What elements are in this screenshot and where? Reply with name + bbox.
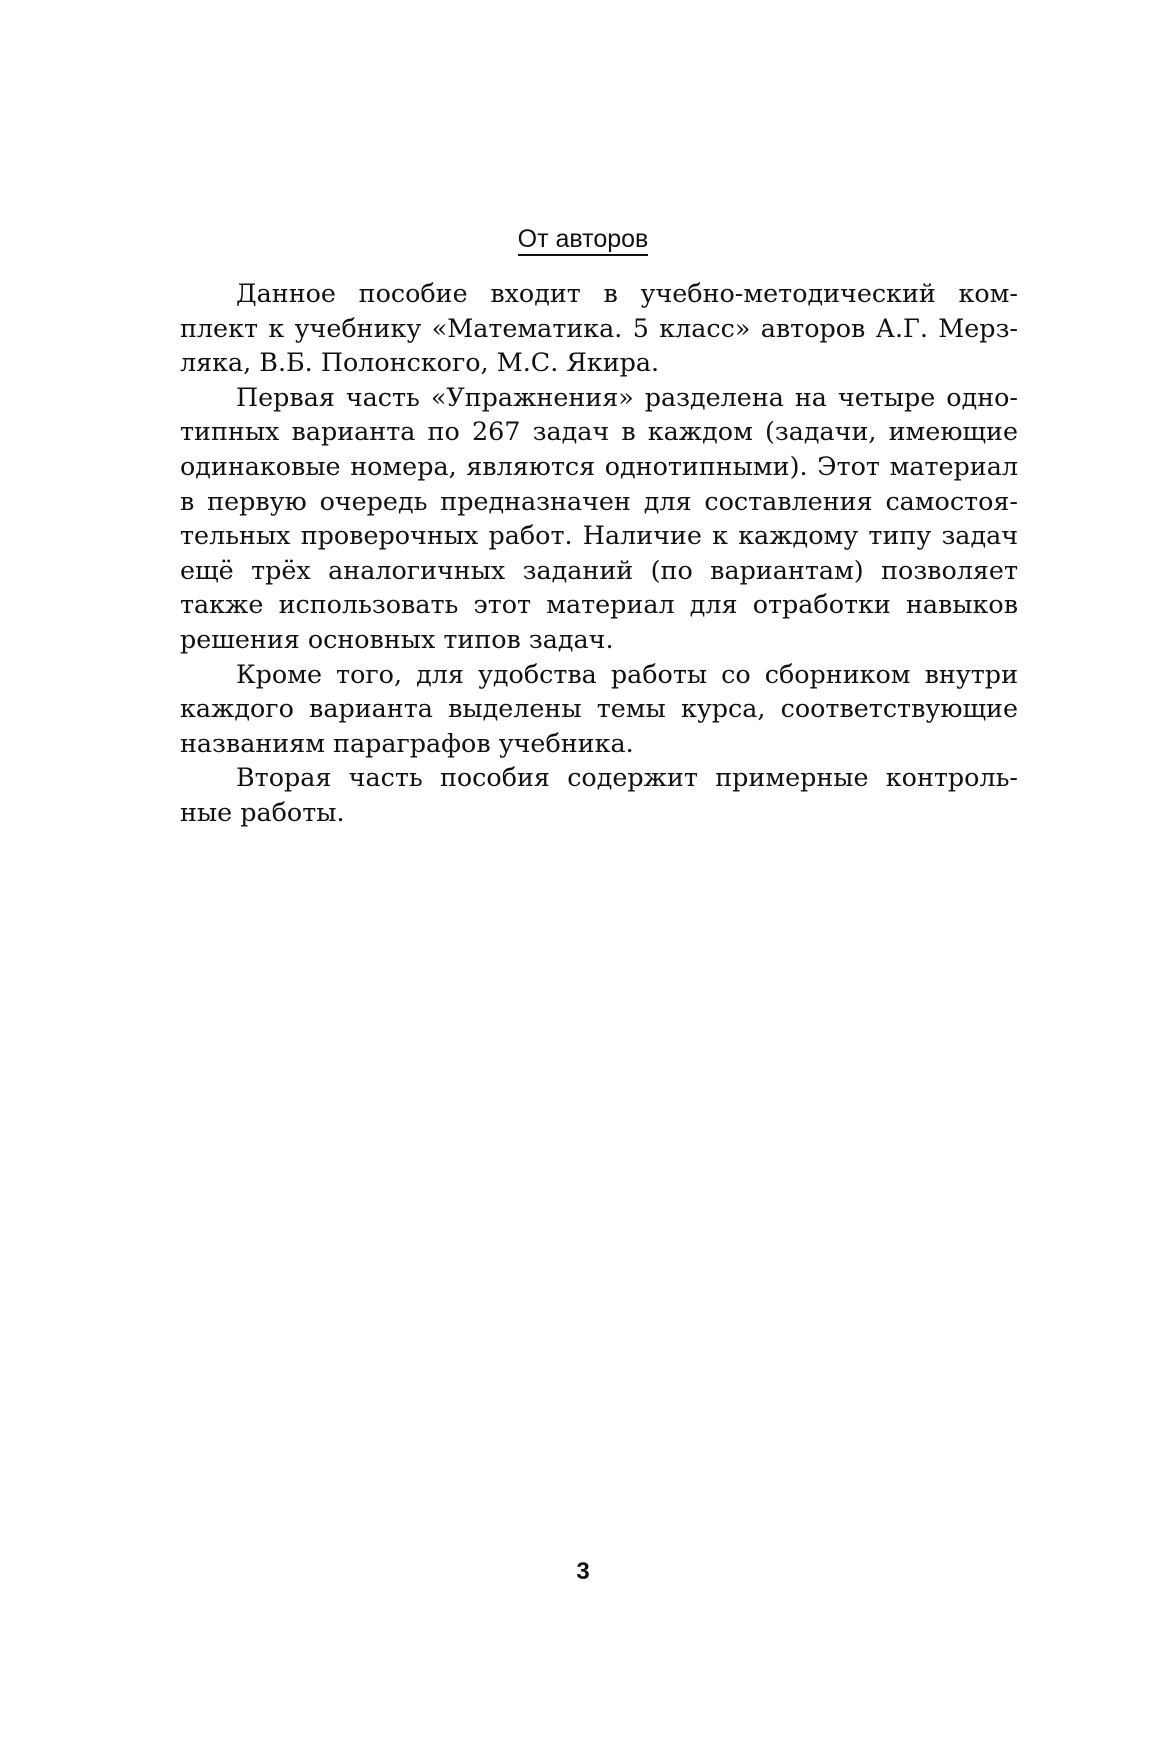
text-line: тельных проверочных работ. Наличие к каждому типу задач <box>180 520 1018 551</box>
text-line: также использовать этот материал для отработки навыков <box>180 589 1018 620</box>
text-line: каждого варианта выделены темы курса, соответствующие <box>180 693 1018 724</box>
text-line: названиям параграфов учебника. <box>180 727 634 758</box>
text-line: ляка, В.Б. Полонского, М.С. Якира. <box>180 347 660 378</box>
body-text <box>180 276 1018 830</box>
text-line: Вторая часть пособия содержит примерные контроль- <box>236 762 1018 793</box>
paragraph-4 <box>180 760 1018 829</box>
text-line: плект к учебнику «Математика. 5 класс» авторов А.Г. Мерз- <box>180 312 1018 343</box>
text-line: решения основных типов задач. <box>180 623 614 654</box>
text-line: одинаковые номера, являются однотипными). Этот материал <box>180 450 1018 481</box>
section-title-text: От авторов <box>518 225 649 256</box>
text-line: Данное пособие входит в учебно-методический ком- <box>236 278 1018 308</box>
text-line: ные работы. <box>180 796 345 827</box>
section-title <box>0 222 1166 256</box>
text-line: Кроме того, для удобства работы со сборником внутри <box>236 658 1018 689</box>
text-line: ещё трёх аналогичных заданий (по вариантам) позволяет <box>180 554 1018 585</box>
page-number: 3 <box>576 1558 590 1585</box>
text-line: в первую очередь предназначен для составления самостоя- <box>180 485 1018 516</box>
text-line: типных варианта по 267 задач в каждом (задачи, имеющие <box>180 416 1018 447</box>
text-line: Первая часть «Упражнения» разделена на четыре одно- <box>236 381 1018 412</box>
paragraph-3 <box>180 657 1018 761</box>
paragraph-2 <box>180 380 1018 657</box>
paragraph-1 <box>180 276 1018 380</box>
